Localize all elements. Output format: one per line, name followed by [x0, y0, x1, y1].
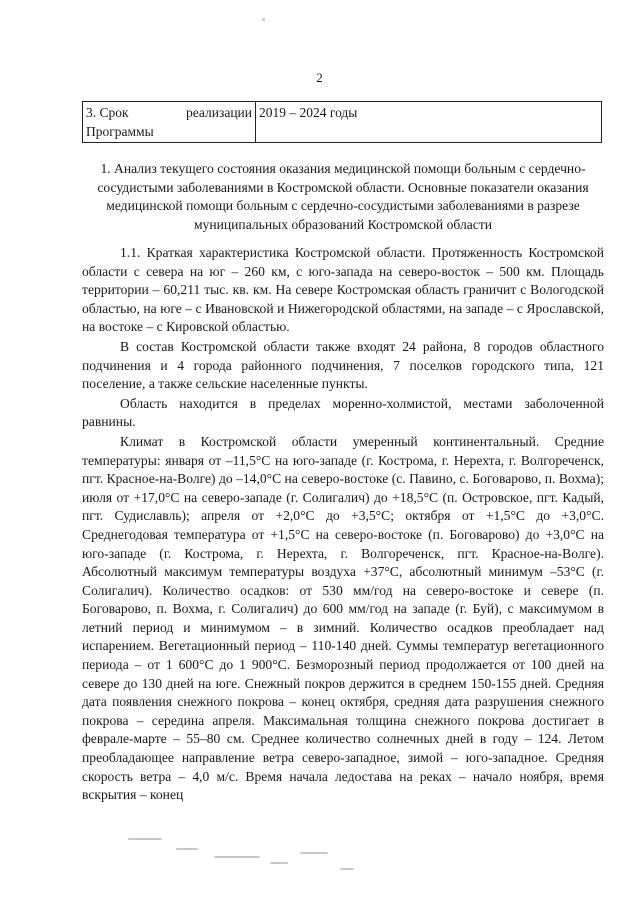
scan-artifact: [176, 848, 198, 850]
program-info-table: [82, 101, 602, 143]
page-number: 2: [316, 70, 323, 85]
table-label-cell: [83, 102, 256, 143]
paragraph-terrain: Область находится в пределах моренно-холмистой, местами заболоченной равнины.: [82, 395, 604, 430]
paragraph-region-overview: 1.1. Краткая характеристика Костромской области. Протяженность Костромской области с севера на юг – 260 км, с юго-запада на северо-восток – 500 км. Площадь территории – 60,211 тыс. кв. км. На севере Костромская область граничит с Вологодской областью, на юге – с Ивановской и Нижегородской областями, на западе – с Ярославской, на востоке – с Кировской областью.: [82, 245, 604, 335]
table-label-part3: Программы: [86, 124, 154, 139]
scan-artifact: [214, 856, 260, 858]
scan-artifact: [270, 862, 288, 864]
paragraph-climate: Климат в Костромской области умеренный континентальный. Средние температуры: января от –11,5°С на юго-западе (г. Кострома, г. Нерехта, г. Волгореченск, пгт. Красное-на-Волге) до –14,0°С на северо-востоке (с. Павино, с. Боговарово, п. Вохма); июля от +17,0°С на северо-западе (г. Солигалич) до +18,5°С (п. Островское, пгт. Кадый, пгт. Судиславль); апреля от +2,0°С до +3,5°С; октября от +1,5°С до +3,0°С. Среднегодовая температура от +1,5°С на северо-востоке (п. Боговарово) до +3,0°С на юго-западе (г. Кострома, г. Нерехта, г. Волгореченск, пгт. Красное-на-Волге). Абсолютный максимум температуры воздуха +37°С, абсолютный минимум –53°С (г. Солигалич). Количество осадков: от 530 мм/год на северо-востоке и севере (п. Боговарово, п. Вохма, г. Солигалич) до 600 мм/год на западе (г. Буй), с максимумом в летний период и минимумом – в зимний. Количество осадков преобладает над испарением. Вегетационный период – 110-140 дней. Суммы температур вегетационного периода – от 1 600°С до 1 900°С. Безморозный период продолжается от 100 дней на севере до 130 дней на юге. Снежный покров держится в среднем 150-155 дней. Средняя дата появления снежного покрова – конец октября, средняя дата разрушения снежного покрова – середина апреля. Максимальная толщина снежного покрова достигает в феврале-марте – 55–80 см. Среднее количество солнечных дней в году – 124. Летом преобладающее направление ветра северо-западное, зимой – юго-западное. Средняя скорость ветра – 4,0 м/с. Время начала ледостава на реках – начало ноября, время вскрытия – конец: [82, 433, 604, 803]
paragraph-administrative-units: В состав Костромской области также входят 24 района, 8 городов областного подчинения и 4 города районного подчинения, 7 поселков городского типа, 121 поселение, а также сельские населенные пункты.: [82, 338, 604, 392]
table-label-line: [86, 103, 252, 122]
table-label-part2: реализации: [186, 105, 252, 120]
scan-artifact: [340, 868, 354, 870]
table-label-part1: 3. Срок: [86, 105, 129, 120]
table-row: [83, 102, 602, 143]
table-value-cell: 2019 – 2024 годы: [256, 102, 602, 143]
document-body: [82, 244, 604, 806]
section-heading: 1. Анализ текущего состояния оказания медицинской помощи больным с сердечно-сосудистыми заболеваниями в Костромской области. Основные показатели оказания медицинской помощи больным с сердечно-сосудистыми заболеваниями в разрезе муниципальных образований Костромской области: [97, 161, 589, 232]
scan-artifact: [262, 18, 265, 21]
scan-artifact: [300, 852, 328, 854]
scan-artifact: [128, 838, 162, 840]
